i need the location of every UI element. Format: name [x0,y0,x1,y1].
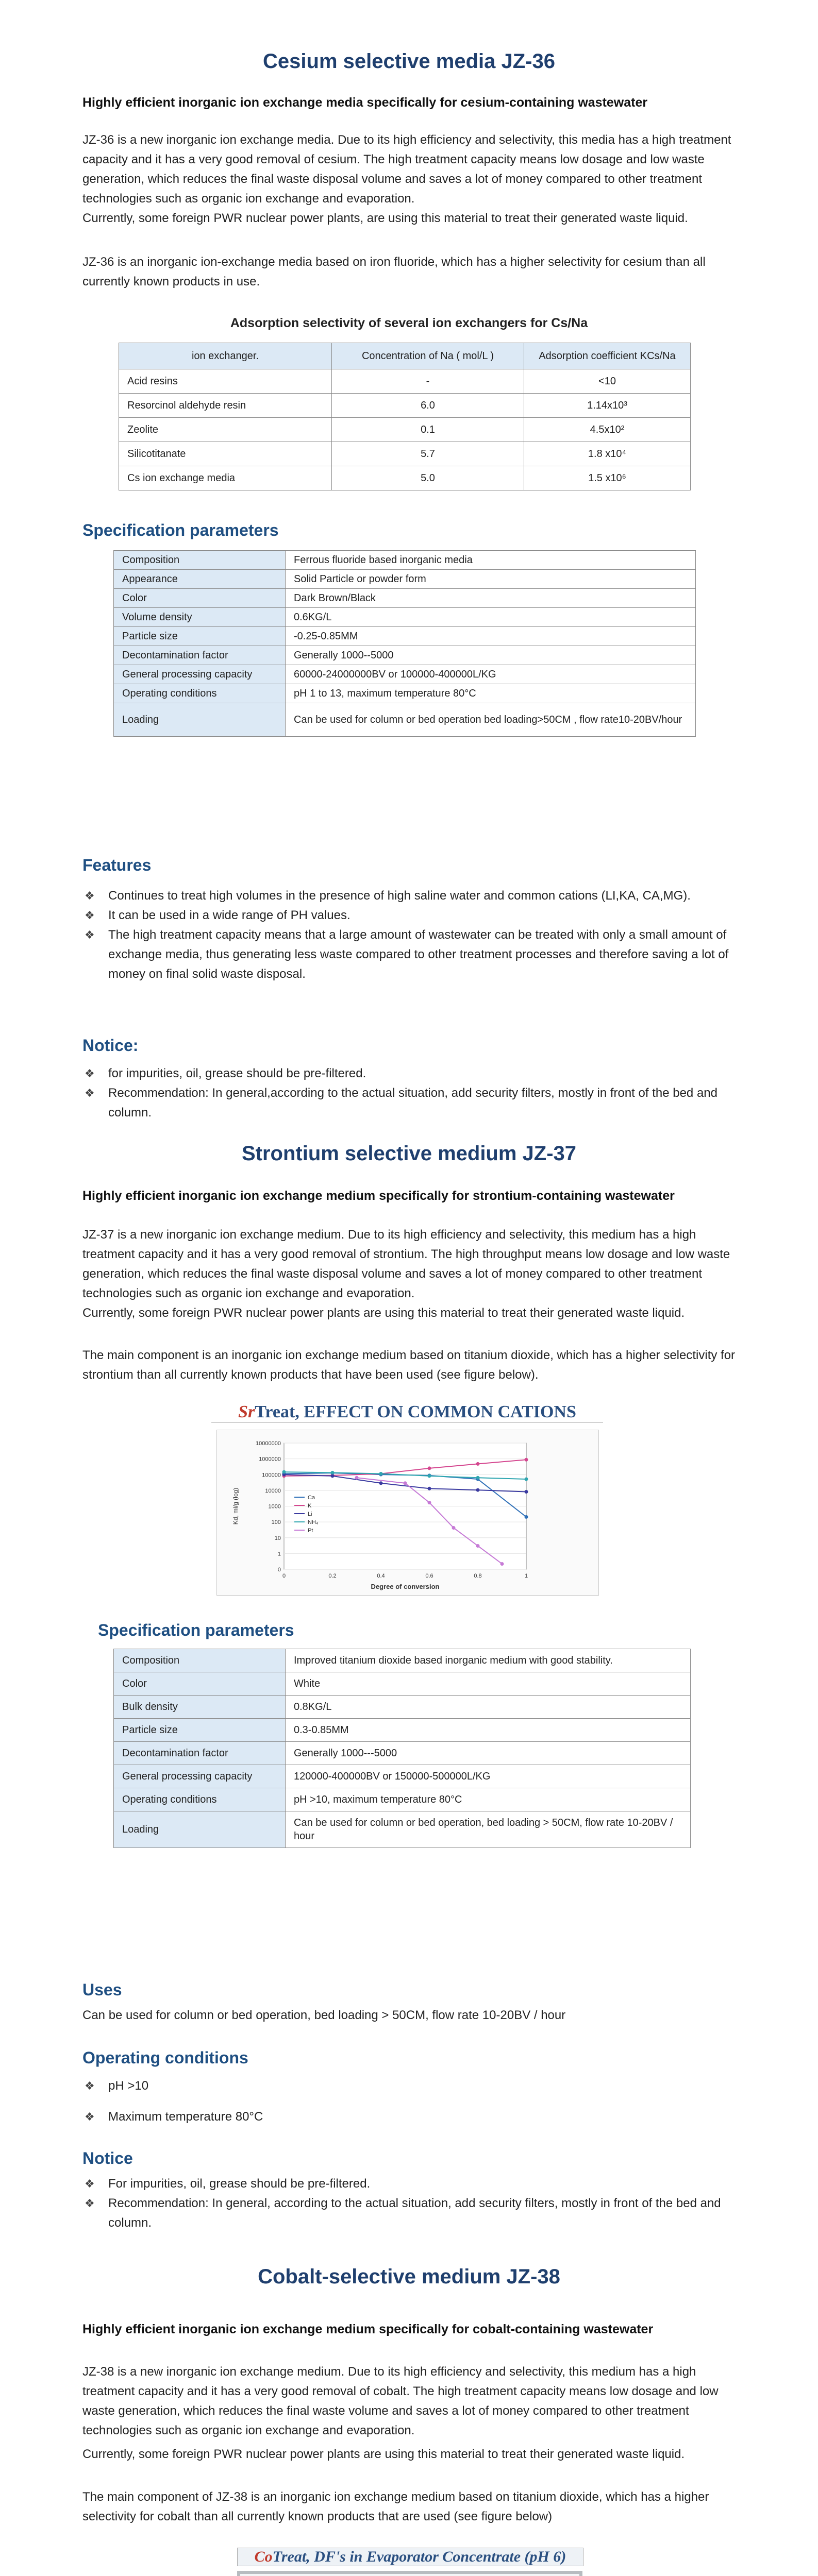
spec-key: General processing capacity [114,665,286,684]
table-row [119,466,691,490]
cobalt-para-3: The main component of JZ-38 is an inorganic ion exchange medium based on titanium dioxide, which has a higher selectivity for cobalt than all currently known products that are used (see figure below) [82,2490,709,2523]
column-header: Adsorption coefficient KCs/Na [524,343,691,369]
table-cell: 6.0 [332,394,524,418]
spec-value: -0.25-0.85MM [286,627,696,646]
list-item-text: It can be used in a wide range of PH values. [108,908,350,922]
table-row [114,1696,691,1719]
list-item-text: for impurities, oil, grease should be pre-filtered. [108,1066,366,1080]
table-cell: 4.5x10² [524,418,691,442]
diamond-bullet-icon: ❖ [85,1067,95,1080]
table-row [114,1672,691,1696]
spec-value: Generally 1000---5000 [286,1742,691,1765]
features-heading: Features [82,856,152,874]
adsorption-table-header [119,343,691,369]
list-item-text: Continues to treat high volumes in the presence of high saline water and common cations (LI,KA, CA,MG). [108,889,691,903]
strontium-para-1: JZ-37 is a new inorganic ion exchange medium. Due to its high efficiency and selectivity, this medium has a high treatment capacity and it has a very good removal of strontium. The high throughput means low dosage and low waste generation, which reduces the final waste disposal volume and saves a lot of money compared to other treatment technologies such as organic ion exchange and evaporation. [82,1228,730,1300]
diamond-bullet-icon: ❖ [85,1087,95,1099]
spec-value: Can be used for column or bed operation, bed loading > 50CM, flow rate 10-20BV / hour [286,1811,691,1848]
adsorption-table-title: Adsorption selectivity of several ion exchangers for Cs/Na [230,316,588,330]
spec-key: Loading [114,703,286,737]
strontium-uses-heading: Uses [82,1980,122,1999]
list-item-text: Recommendation: In general,according to the actual situation, add security filters, mostly in front of the bed and column. [108,1086,717,1120]
strontium-para-3: The main component is an inorganic ion exchange medium based on titanium dioxide, which has a higher selectivity for strontium than all currently known products that have been used (see figure below). [82,1348,736,1382]
cesium-para-3: JZ-36 is an inorganic ion-exchange media based on iron fluoride, which has a higher selectivity for cesium than all currently known products in use. [82,255,706,289]
spec-key: Operating conditions [114,1788,286,1811]
spec-key: Particle size [114,627,286,646]
spec-value: Dark Brown/Black [286,589,696,608]
spec-value: 0.8KG/L [286,1696,691,1719]
data-point [428,1474,431,1478]
data-point [500,1562,504,1566]
spec-value: pH >10, maximum temperature 80°C [286,1788,691,1811]
column-header: ion exchanger. [119,343,332,369]
diamond-bullet-icon: ❖ [85,889,95,902]
diamond-bullet-icon: ❖ [85,909,95,922]
y-tick-label: 10 [274,1535,281,1541]
table-row [119,442,691,466]
strontium-title: Strontium selective medium JZ-37 [241,1142,577,1165]
data-point [428,1501,431,1504]
spec-key: Appearance [114,570,286,589]
table-row [119,394,691,418]
sr-chart-heading-rest: Treat, EFFECT ON COMMON CATIONS [255,1402,576,1421]
spec-key: Composition [114,551,286,570]
table-row [114,1649,691,1672]
cesium-subtitle: Highly efficient inorganic ion exchange media specifically for cesium-containing wastewater [82,95,648,110]
spec-key: Loading [114,1811,286,1848]
legend-label: Ca [308,1495,315,1501]
table-row [114,1742,691,1765]
chart-background [240,2574,579,2576]
table-row [114,1765,691,1788]
cesium-spec-heading: Specification parameters [82,521,279,539]
table-cell: Resorcinol aldehyde resin [119,394,332,418]
list-item [82,1064,736,1083]
list-item-text: The high treatment capacity means that a large amount of wastewater can be treated with only a small amount of exchange media, thus generating less waste compared to other treatment processes and therefore saving a lot of money on final solid waste disposal. [108,928,729,981]
cesium-spec-table [113,550,696,737]
y-axis-label: Kd, ml/g (log) [232,1487,239,1525]
co-chart-heading [237,2548,583,2566]
co-chart-heading-prefix: Co [254,2548,273,2565]
list-item-text: pH >10 [108,2079,149,2093]
data-point [525,1515,528,1519]
x-tick-label: 1 [524,1573,528,1579]
y-tick-label: 1000 [268,1503,281,1510]
spec-key: General processing capacity [114,1765,286,1788]
list-item-text: Maximum temperature 80°C [108,2110,263,2124]
list-item [82,906,736,925]
cobalt-para-2: Currently, some foreign PWR nuclear power plants are using this material to treat their generated waste liquid. [82,2447,685,2461]
list-item-text: Recommendation: In general, according to the actual situation, add security filters, mostly in front of the bed and column. [108,2196,721,2230]
table-cell: Cs ion exchange media [119,466,332,490]
data-point [476,1462,480,1466]
list-item [82,925,736,984]
table-cell: 0.1 [332,418,524,442]
table-row [114,646,696,665]
spec-value: White [286,1672,691,1696]
spec-key: Decontamination factor [114,1742,286,1765]
legend-label: Li [308,1511,312,1517]
x-tick-label: 0.6 [425,1573,433,1579]
table-row [114,1811,691,1848]
spec-key: Bulk density [114,1696,286,1719]
spec-value: 0.3-0.85MM [286,1719,691,1742]
data-point [476,1476,480,1480]
table-row [114,1788,691,1811]
adsorption-table [119,343,691,490]
diamond-bullet-icon: ❖ [85,2079,95,2092]
x-axis-label: Degree of conversion [371,1583,440,1590]
table-cell: 5.7 [332,442,524,466]
table-row [114,570,696,589]
list-item [82,2107,736,2127]
spec-key: Volume density [114,608,286,627]
data-point [282,1470,286,1474]
spec-key: Operating conditions [114,684,286,703]
spec-key: Color [114,589,286,608]
legend-label: Pt [308,1528,313,1534]
table-cell: Acid resins [119,369,332,394]
list-item [82,2194,736,2233]
strontium-notice-heading: Notice [82,2149,133,2167]
strontium-op-list [82,2076,736,2127]
x-tick-label: 0.8 [474,1573,482,1579]
co-chart [240,2574,579,2576]
strontium-spec-table [113,1649,691,1848]
list-item [82,886,736,906]
y-tick-label: 1000000 [259,1456,281,1463]
table-row [114,665,696,684]
sr-chart-heading-prefix: Sr [238,1402,255,1421]
data-point [428,1487,431,1490]
data-point [476,1488,480,1492]
strontium-para-2: Currently, some foreign PWR nuclear power plants are using this material to treat their generated waste liquid. [82,1306,685,1320]
data-point [525,1478,528,1481]
table-cell: 1.8 x10⁴ [524,442,691,466]
diamond-bullet-icon: ❖ [85,2197,95,2210]
list-item [82,1083,736,1123]
y-tick-label: 0 [277,1567,281,1573]
diamond-bullet-icon: ❖ [85,2177,95,2190]
spec-value: Ferrous fluoride based inorganic media [286,551,696,570]
spec-key: Composition [114,1649,286,1672]
cesium-title: Cesium selective media JZ-36 [263,50,555,73]
spec-value: Solid Particle or powder form [286,570,696,589]
y-tick-label: 10000000 [256,1440,281,1447]
strontium-spec-heading: Specification parameters [98,1621,294,1639]
list-item [82,2076,736,2096]
spec-key: Decontamination factor [114,646,286,665]
sr-chart-frame [216,1430,599,1596]
legend-label: K [308,1503,312,1509]
cobalt-title: Cobalt-selective medium JZ-38 [258,2265,560,2288]
data-point [452,1526,456,1530]
list-item [82,2174,736,2194]
spec-value: 0.6KG/L [286,608,696,627]
strontium-notice-list [82,2174,736,2233]
table-row [114,551,696,570]
table-cell: Silicotitanate [119,442,332,466]
y-tick-label: 100000 [262,1472,281,1479]
table-cell: <10 [524,369,691,394]
cesium-para-1: JZ-36 is a new inorganic ion exchange media. Due to its high efficiency and selectivity, this media has a high treatment capacity and it has a very good removal of cesium. The high treatment capacity means low dosage and low waste generation, which reduces the final waste disposal volume and saves a lot of money compared to other treatment technologies such as organic ion exchange and evaporation. [82,133,731,206]
table-row [119,418,691,442]
cobalt-para-1: JZ-38 is a new inorganic ion exchange medium. Due to its high efficiency and selectivity, this medium has a high treatment capacity and it has a very good removal of cobalt. The high treatment capacity means low dosage and low waste generation, which reduces the final waste volume and saves a lot of money compared to other treatment technologies such as organic ion exchange and evaporation. [82,2365,719,2437]
co-chart-heading-rest: Treat, DF's in Evaporator Concentrate (pH 6) [272,2548,566,2565]
spec-value: pH 1 to 13, maximum temperature 80°C [286,684,696,703]
data-point [331,1474,335,1478]
diamond-bullet-icon: ❖ [85,2110,95,2123]
y-tick-label: 100 [271,1519,281,1526]
table-row [114,627,696,646]
strontium-subtitle: Highly efficient inorganic ion exchange medium specifically for strontium-containing wastewater [82,1189,675,1203]
strontium-uses-text: Can be used for column or bed operation, bed loading > 50CM, flow rate 10-20BV / hour [82,2008,566,2022]
table-row [114,589,696,608]
spec-key: Particle size [114,1719,286,1742]
data-point [331,1471,335,1475]
co-chart-frame [237,2571,582,2576]
spec-value: 60000-24000000BV or 100000-400000L/KG [286,665,696,684]
data-point [525,1458,528,1462]
y-tick-label: 1 [277,1551,281,1557]
table-cell: 1.14x10³ [524,394,691,418]
data-point [476,1544,480,1548]
spec-key: Color [114,1672,286,1696]
column-header: Concentration of Na ( mol/L ) [332,343,524,369]
spec-value: Generally 1000--5000 [286,646,696,665]
spec-value: Improved titanium dioxide based inorganic medium with good stability. [286,1649,691,1672]
data-point [355,1476,359,1480]
table-cell: 1.5 x10⁶ [524,466,691,490]
features-list [82,886,736,984]
table-cell: 5.0 [332,466,524,490]
spec-value: 120000-400000BV or 150000-500000L/KG [286,1765,691,1788]
data-point [404,1481,407,1485]
table-row [114,1719,691,1742]
cesium-notice-list [82,1064,736,1123]
table-cell: - [332,369,524,394]
table-row [114,703,696,737]
diamond-bullet-icon: ❖ [85,928,95,941]
data-point [525,1490,528,1494]
y-tick-label: 10000 [265,1487,281,1494]
table-row [114,684,696,703]
list-item-text: For impurities, oil, grease should be pre-filtered. [108,2177,371,2191]
sr-chart [217,1430,598,1595]
x-tick-label: 0 [282,1573,286,1579]
table-cell: Zeolite [119,418,332,442]
cesium-para-2: Currently, some foreign PWR nuclear power plants, are using this material to treat their generated waste liquid. [82,211,688,225]
cobalt-subtitle: Highly efficient inorganic ion exchange medium specifically for cobalt-containing wastewater [82,2322,654,2336]
spec-value: Can be used for column or bed operation bed loading>50CM , flow rate10-20BV/hour [286,703,696,737]
cesium-notice-heading: Notice: [82,1036,139,1055]
x-tick-label: 0.2 [328,1573,337,1579]
strontium-op-heading: Operating conditions [82,2048,248,2067]
x-tick-label: 0.4 [377,1573,385,1579]
legend-label: NH₄ [308,1519,319,1526]
sr-chart-heading [211,1402,603,1422]
data-point [379,1472,383,1476]
data-point [428,1466,431,1470]
data-point [379,1481,383,1485]
table-row [114,608,696,627]
table-row [119,369,691,394]
